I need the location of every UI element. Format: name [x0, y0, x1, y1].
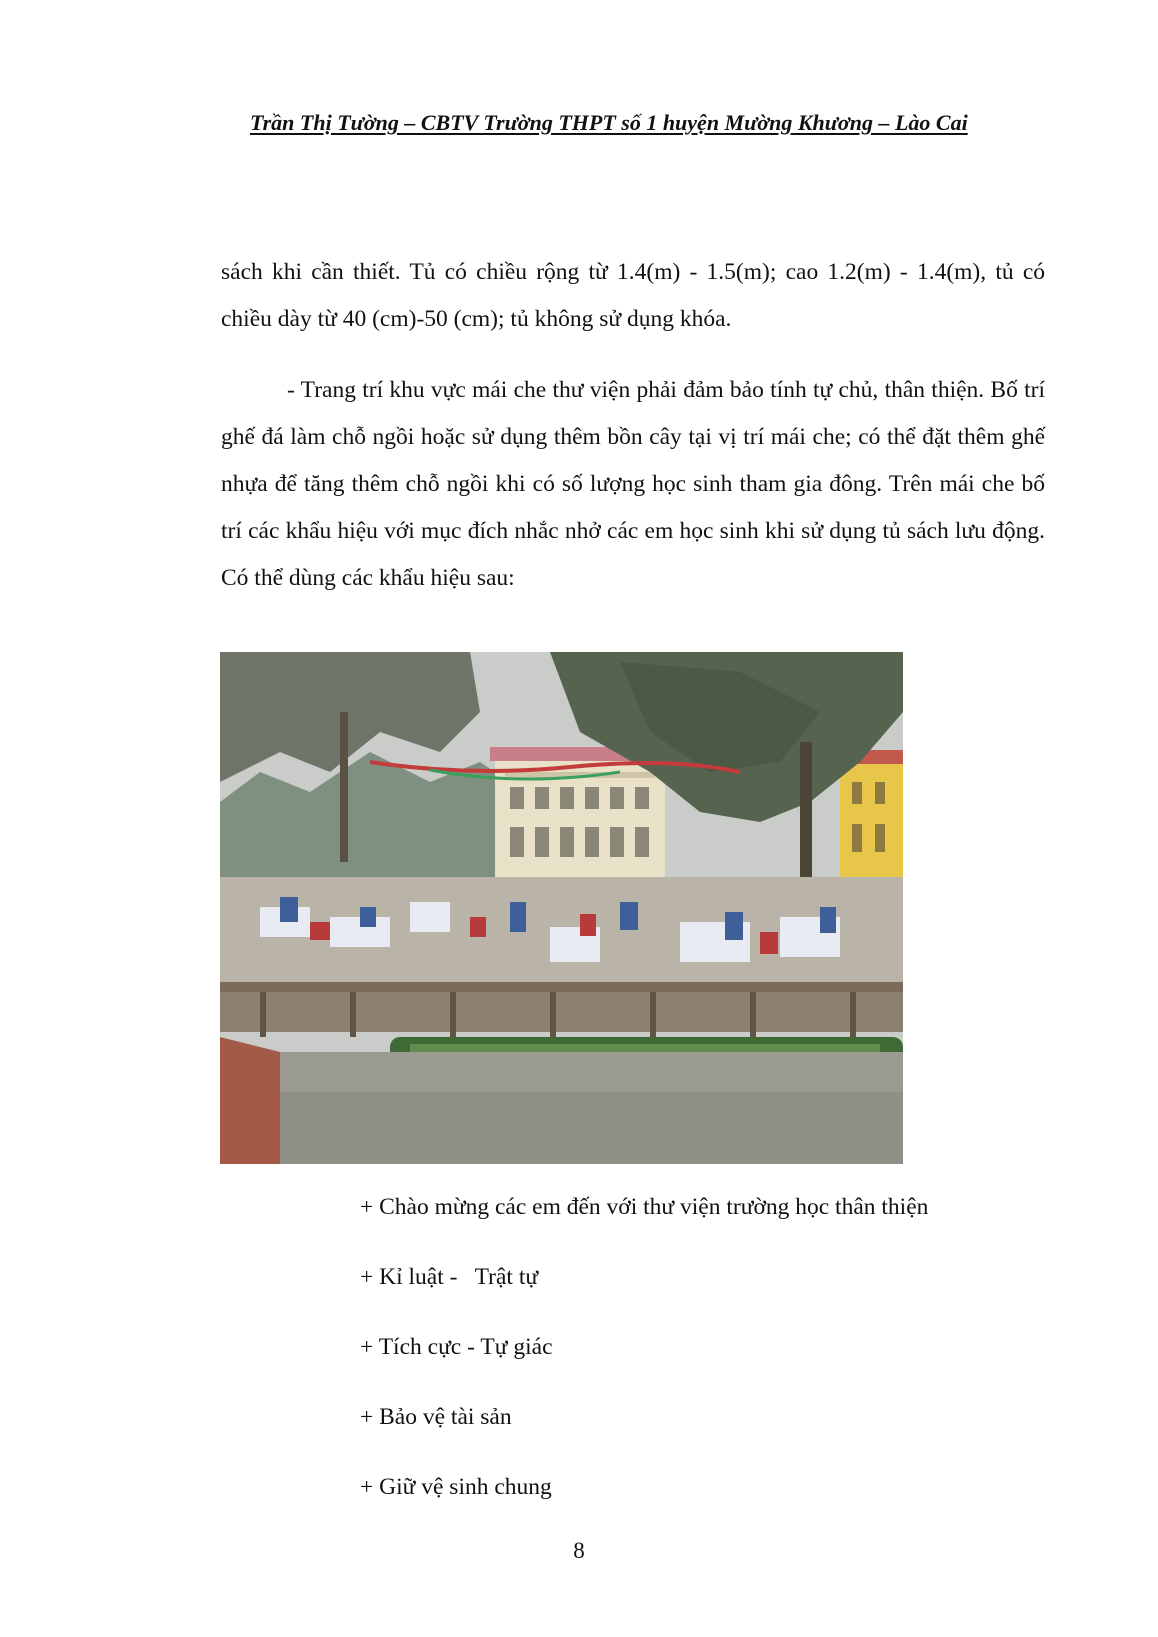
page-number: 8 [573, 1538, 585, 1563]
photo-illustration [220, 652, 903, 1164]
slogan-item: + Giữ vệ sinh chung [360, 1474, 552, 1500]
slogan-item: + Tích cực - Tự giác [360, 1334, 553, 1360]
slogan-item: + Bảo vệ tài sản [360, 1404, 512, 1430]
paragraph-decoration: - Trang trí khu vực mái che thư viện phải đảm bảo tính tự chủ, thân thiện. Bố trí ghế đá làm chỗ ngồi hoặc sử dụng thêm bồn cây tại vị trí mái che; có thể đặt thêm ghế nhựa để tăng thêm chỗ ngồi khi có số lượng học sinh tham gia đông. Trên mái che bố trí các khẩu hiệu với mục đích nhắc nhở các em học sinh khi sử dụng tủ sách lưu động. Có thể dùng các khẩu hiệu sau: [221, 376, 1045, 591]
paragraph-continued: sách khi cần thiết. Tủ có chiều rộng từ 1.4(m) - 1.5(m); cao 1.2(m) - 1.4(m), tủ có chiều dày từ 40 (cm)-50 (cm); tủ không sử dụng khóa. [221, 258, 1045, 332]
slogan-list [360, 1190, 928, 1540]
slogan-item: + Kỉ luật - Trật tự [360, 1264, 539, 1290]
schoolyard-reading-photo [220, 652, 903, 1164]
slogan-item: + Chào mừng các em đến với thư viện trường học thân thiện [360, 1194, 929, 1220]
page-header: Trần Thị Tường – CBTV Trường THPT số 1 huyện Mường Khương – Lào Cai [250, 110, 968, 135]
